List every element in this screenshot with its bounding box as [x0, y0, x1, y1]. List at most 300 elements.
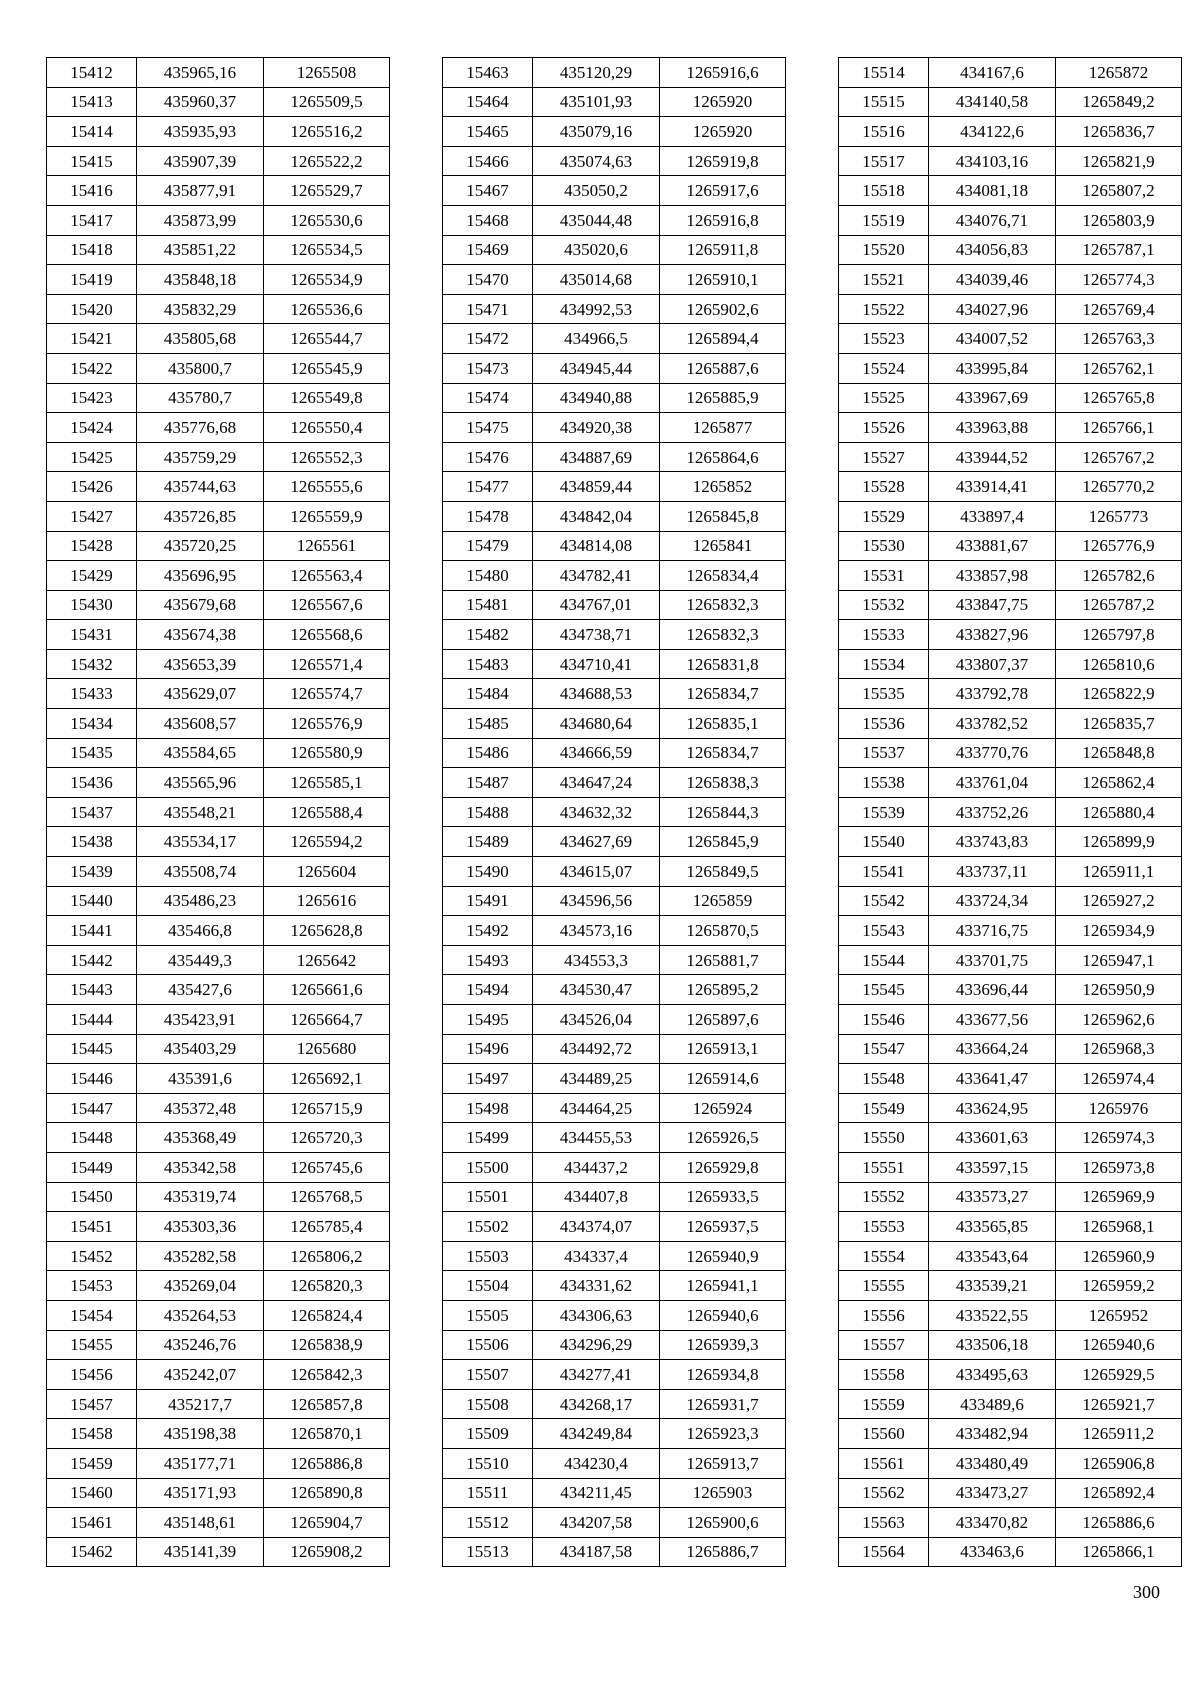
- x-coordinate-cell: 434688,53: [533, 679, 660, 709]
- point-number-cell: 15537: [839, 738, 929, 768]
- y-coordinate-cell: 1265973,8: [1056, 1152, 1182, 1182]
- x-coordinate-cell: 434632,32: [533, 797, 660, 827]
- table-row: [47, 1508, 390, 1538]
- point-number-cell: 15471: [443, 294, 533, 324]
- point-number-cell: 15492: [443, 916, 533, 946]
- point-number-cell: 15485: [443, 709, 533, 739]
- x-coordinate-cell: 434249,84: [533, 1419, 660, 1449]
- table-row: [47, 1093, 390, 1123]
- x-coordinate-cell: 435800,7: [137, 353, 264, 383]
- table-row: [839, 709, 1182, 739]
- y-coordinate-cell: 1265835,7: [1056, 709, 1182, 739]
- y-coordinate-cell: 1265574,7: [264, 679, 390, 709]
- table-row: [47, 265, 390, 295]
- point-number-cell: 15436: [47, 768, 137, 798]
- table-row: [443, 1093, 786, 1123]
- point-number-cell: 15558: [839, 1360, 929, 1390]
- y-coordinate-cell: 1265974,3: [1056, 1123, 1182, 1153]
- x-coordinate-cell: 435246,76: [137, 1330, 264, 1360]
- point-number-cell: 15480: [443, 561, 533, 591]
- table-row: [47, 1478, 390, 1508]
- point-number-cell: 15553: [839, 1212, 929, 1242]
- point-number-cell: 15539: [839, 797, 929, 827]
- table-row: [443, 975, 786, 1005]
- y-coordinate-cell: 1265950,9: [1056, 975, 1182, 1005]
- x-coordinate-cell: 433522,55: [929, 1300, 1056, 1330]
- point-number-cell: 15481: [443, 590, 533, 620]
- table-row: [47, 146, 390, 176]
- y-coordinate-cell: 1265947,1: [1056, 945, 1182, 975]
- table-row: [443, 442, 786, 472]
- point-number-cell: 15547: [839, 1034, 929, 1064]
- x-coordinate-cell: 434207,58: [533, 1508, 660, 1538]
- point-number-cell: 15519: [839, 205, 929, 235]
- y-coordinate-cell: 1265859: [660, 886, 786, 916]
- x-coordinate-cell: 433506,18: [929, 1330, 1056, 1360]
- x-coordinate-cell: 434647,24: [533, 768, 660, 798]
- y-coordinate-cell: 1265923,3: [660, 1419, 786, 1449]
- x-coordinate-cell: 435449,3: [137, 945, 264, 975]
- point-number-cell: 15557: [839, 1330, 929, 1360]
- point-number-cell: 15520: [839, 235, 929, 265]
- table-row: [443, 1478, 786, 1508]
- table-row: [443, 827, 786, 857]
- y-coordinate-cell: 1265530,6: [264, 205, 390, 235]
- y-coordinate-cell: 1265563,4: [264, 561, 390, 591]
- x-coordinate-cell: 435198,38: [137, 1419, 264, 1449]
- x-coordinate-cell: 435101,93: [533, 87, 660, 117]
- point-number-cell: 15439: [47, 857, 137, 887]
- x-coordinate-cell: 434859,44: [533, 472, 660, 502]
- table-row: [839, 1448, 1182, 1478]
- y-coordinate-cell: 1265832,3: [660, 590, 786, 620]
- x-coordinate-cell: 433737,11: [929, 857, 1056, 887]
- x-coordinate-cell: 435120,29: [533, 58, 660, 88]
- y-coordinate-cell: 1265767,2: [1056, 442, 1182, 472]
- table-row: [47, 1152, 390, 1182]
- table-row: [839, 1478, 1182, 1508]
- table-row: [839, 857, 1182, 887]
- table-row: [443, 235, 786, 265]
- y-coordinate-cell: 1265870,1: [264, 1419, 390, 1449]
- y-coordinate-cell: 1265841: [660, 531, 786, 561]
- table-row: [443, 146, 786, 176]
- x-coordinate-cell: 434337,4: [533, 1241, 660, 1271]
- table-row: [47, 1212, 390, 1242]
- y-coordinate-cell: 1265806,2: [264, 1241, 390, 1271]
- table-row: [839, 1271, 1182, 1301]
- x-coordinate-cell: 435020,6: [533, 235, 660, 265]
- y-coordinate-cell: 1265885,9: [660, 383, 786, 413]
- table-row: [47, 709, 390, 739]
- point-number-cell: 15531: [839, 561, 929, 591]
- point-number-cell: 15487: [443, 768, 533, 798]
- y-coordinate-cell: 1265934,9: [1056, 916, 1182, 946]
- point-number-cell: 15534: [839, 649, 929, 679]
- table-row: [839, 501, 1182, 531]
- point-number-cell: 15472: [443, 324, 533, 354]
- y-coordinate-cell: 1265929,8: [660, 1152, 786, 1182]
- y-coordinate-cell: 1265810,6: [1056, 649, 1182, 679]
- table-row: [839, 975, 1182, 1005]
- y-coordinate-cell: 1265834,4: [660, 561, 786, 591]
- point-number-cell: 15474: [443, 383, 533, 413]
- table-row: [839, 1093, 1182, 1123]
- y-coordinate-cell: 1265782,6: [1056, 561, 1182, 591]
- x-coordinate-cell: 435960,37: [137, 87, 264, 117]
- table-row: [47, 1064, 390, 1094]
- y-coordinate-cell: 1265545,9: [264, 353, 390, 383]
- x-coordinate-cell: 435368,49: [137, 1123, 264, 1153]
- table-row: [839, 590, 1182, 620]
- y-coordinate-cell: 1265576,9: [264, 709, 390, 739]
- point-number-cell: 15482: [443, 620, 533, 650]
- y-coordinate-cell: 1265910,1: [660, 265, 786, 295]
- y-coordinate-cell: 1265881,7: [660, 945, 786, 975]
- table-row: [47, 1241, 390, 1271]
- point-number-cell: 15429: [47, 561, 137, 591]
- table-row: [839, 945, 1182, 975]
- x-coordinate-cell: 435873,99: [137, 205, 264, 235]
- x-coordinate-cell: 434887,69: [533, 442, 660, 472]
- x-coordinate-cell: 434945,44: [533, 353, 660, 383]
- table-row: [47, 797, 390, 827]
- table-row: [839, 679, 1182, 709]
- table-row: [47, 679, 390, 709]
- y-coordinate-cell: 1265769,4: [1056, 294, 1182, 324]
- point-number-cell: 15412: [47, 58, 137, 88]
- x-coordinate-cell: 435780,7: [137, 383, 264, 413]
- table-row: [443, 857, 786, 887]
- x-coordinate-cell: 433624,95: [929, 1093, 1056, 1123]
- y-coordinate-cell: 1265555,6: [264, 472, 390, 502]
- point-number-cell: 15460: [47, 1478, 137, 1508]
- y-coordinate-cell: 1265561: [264, 531, 390, 561]
- y-coordinate-cell: 1265762,1: [1056, 353, 1182, 383]
- table-row: [839, 146, 1182, 176]
- point-number-cell: 15413: [47, 87, 137, 117]
- table-row: [47, 472, 390, 502]
- x-coordinate-cell: 435548,21: [137, 797, 264, 827]
- x-coordinate-cell: 434007,52: [929, 324, 1056, 354]
- x-coordinate-cell: 435674,38: [137, 620, 264, 650]
- point-number-cell: 15435: [47, 738, 137, 768]
- x-coordinate-cell: 433881,67: [929, 531, 1056, 561]
- table-row: [839, 324, 1182, 354]
- y-coordinate-cell: 1265900,6: [660, 1508, 786, 1538]
- table-row: [839, 294, 1182, 324]
- point-number-cell: 15459: [47, 1448, 137, 1478]
- table-row: [839, 353, 1182, 383]
- x-coordinate-cell: 433539,21: [929, 1271, 1056, 1301]
- point-number-cell: 15468: [443, 205, 533, 235]
- table-row: [839, 1034, 1182, 1064]
- y-coordinate-cell: 1265913,1: [660, 1034, 786, 1064]
- point-number-cell: 15428: [47, 531, 137, 561]
- table-row: [839, 1182, 1182, 1212]
- y-coordinate-cell: 1265773: [1056, 501, 1182, 531]
- table-row: [443, 383, 786, 413]
- table-row: [47, 620, 390, 650]
- x-coordinate-cell: 433944,52: [929, 442, 1056, 472]
- point-number-cell: 15521: [839, 265, 929, 295]
- y-coordinate-cell: 1265911,2: [1056, 1419, 1182, 1449]
- point-number-cell: 15430: [47, 590, 137, 620]
- x-coordinate-cell: 433463,6: [929, 1537, 1056, 1567]
- x-coordinate-cell: 435584,65: [137, 738, 264, 768]
- y-coordinate-cell: 1265821,9: [1056, 146, 1182, 176]
- table-row: [839, 1300, 1182, 1330]
- point-number-cell: 15528: [839, 472, 929, 502]
- point-number-cell: 15509: [443, 1419, 533, 1449]
- x-coordinate-cell: 434782,41: [533, 561, 660, 591]
- y-coordinate-cell: 1265768,5: [264, 1182, 390, 1212]
- table-row: [47, 176, 390, 206]
- point-number-cell: 15434: [47, 709, 137, 739]
- table-row: [839, 383, 1182, 413]
- table-row: [839, 738, 1182, 768]
- point-number-cell: 15441: [47, 916, 137, 946]
- y-coordinate-cell: 1265849,5: [660, 857, 786, 887]
- point-number-cell: 15538: [839, 768, 929, 798]
- y-coordinate-cell: 1265916,6: [660, 58, 786, 88]
- table-row: [443, 1300, 786, 1330]
- table-row: [443, 87, 786, 117]
- y-coordinate-cell: 1265929,5: [1056, 1360, 1182, 1390]
- table-row: [443, 738, 786, 768]
- y-coordinate-cell: 1265899,9: [1056, 827, 1182, 857]
- table-row: [443, 531, 786, 561]
- table-row: [839, 1508, 1182, 1538]
- table-row: [839, 1241, 1182, 1271]
- table-row: [443, 649, 786, 679]
- y-coordinate-cell: 1265824,4: [264, 1300, 390, 1330]
- x-coordinate-cell: 435629,07: [137, 679, 264, 709]
- x-coordinate-cell: 434277,41: [533, 1360, 660, 1390]
- y-coordinate-cell: 1265952: [1056, 1300, 1182, 1330]
- point-number-cell: 15427: [47, 501, 137, 531]
- x-coordinate-cell: 435014,68: [533, 265, 660, 295]
- x-coordinate-cell: 434814,08: [533, 531, 660, 561]
- y-coordinate-cell: 1265834,7: [660, 738, 786, 768]
- point-number-cell: 15452: [47, 1241, 137, 1271]
- x-coordinate-cell: 434056,83: [929, 235, 1056, 265]
- y-coordinate-cell: 1265934,8: [660, 1360, 786, 1390]
- table-row: [47, 205, 390, 235]
- table-row: [839, 561, 1182, 591]
- x-coordinate-cell: 433847,75: [929, 590, 1056, 620]
- point-number-cell: 15415: [47, 146, 137, 176]
- y-coordinate-cell: 1265834,7: [660, 679, 786, 709]
- x-coordinate-cell: 435171,93: [137, 1478, 264, 1508]
- y-coordinate-cell: 1265914,6: [660, 1064, 786, 1094]
- x-coordinate-cell: 435177,71: [137, 1448, 264, 1478]
- y-coordinate-cell: 1265894,4: [660, 324, 786, 354]
- table-row: [443, 1241, 786, 1271]
- y-coordinate-cell: 1265844,3: [660, 797, 786, 827]
- x-coordinate-cell: 435242,07: [137, 1360, 264, 1390]
- point-number-cell: 15440: [47, 886, 137, 916]
- table-row: [47, 1005, 390, 1035]
- point-number-cell: 15523: [839, 324, 929, 354]
- y-coordinate-cell: 1265766,1: [1056, 413, 1182, 443]
- y-coordinate-cell: 1265870,5: [660, 916, 786, 946]
- table-row: [443, 265, 786, 295]
- y-coordinate-cell: 1265897,6: [660, 1005, 786, 1035]
- point-number-cell: 15466: [443, 146, 533, 176]
- x-coordinate-cell: 434596,56: [533, 886, 660, 916]
- point-number-cell: 15461: [47, 1508, 137, 1538]
- y-coordinate-cell: 1265877: [660, 413, 786, 443]
- table-row: [443, 1508, 786, 1538]
- point-number-cell: 15453: [47, 1271, 137, 1301]
- x-coordinate-cell: 433827,96: [929, 620, 1056, 650]
- x-coordinate-cell: 434039,46: [929, 265, 1056, 295]
- table-row: [443, 117, 786, 147]
- table-row: [443, 1448, 786, 1478]
- x-coordinate-cell: 434489,25: [533, 1064, 660, 1094]
- table-row: [839, 1330, 1182, 1360]
- point-number-cell: 15515: [839, 87, 929, 117]
- table-row: [47, 1389, 390, 1419]
- y-coordinate-cell: 1265692,1: [264, 1064, 390, 1094]
- table-row: [47, 353, 390, 383]
- table-row: [839, 1123, 1182, 1153]
- x-coordinate-cell: 434966,5: [533, 324, 660, 354]
- table-row: [47, 58, 390, 88]
- x-coordinate-cell: 433641,47: [929, 1064, 1056, 1094]
- y-coordinate-cell: 1265604: [264, 857, 390, 887]
- point-number-cell: 15559: [839, 1389, 929, 1419]
- point-number-cell: 15463: [443, 58, 533, 88]
- y-coordinate-cell: 1265835,1: [660, 709, 786, 739]
- table-row: [443, 1182, 786, 1212]
- point-number-cell: 15510: [443, 1448, 533, 1478]
- point-number-cell: 15507: [443, 1360, 533, 1390]
- table-row: [443, 176, 786, 206]
- x-coordinate-cell: 434374,07: [533, 1212, 660, 1242]
- table-row: [443, 561, 786, 591]
- x-coordinate-cell: 433696,44: [929, 975, 1056, 1005]
- x-coordinate-cell: 433724,34: [929, 886, 1056, 916]
- y-coordinate-cell: 1265917,6: [660, 176, 786, 206]
- table-row: [443, 353, 786, 383]
- point-number-cell: 15546: [839, 1005, 929, 1035]
- x-coordinate-cell: 434992,53: [533, 294, 660, 324]
- y-coordinate-cell: 1265842,3: [264, 1360, 390, 1390]
- y-coordinate-cell: 1265787,2: [1056, 590, 1182, 620]
- coordinate-tables: [46, 57, 1166, 1567]
- table-row: [443, 1271, 786, 1301]
- point-number-cell: 15457: [47, 1389, 137, 1419]
- table-row: [47, 383, 390, 413]
- x-coordinate-cell: 433897,4: [929, 501, 1056, 531]
- y-coordinate-cell: 1265937,5: [660, 1212, 786, 1242]
- table-row: [839, 1360, 1182, 1390]
- y-coordinate-cell: 1265585,1: [264, 768, 390, 798]
- y-coordinate-cell: 1265797,8: [1056, 620, 1182, 650]
- point-number-cell: 15501: [443, 1182, 533, 1212]
- table-row: [839, 797, 1182, 827]
- table-row: [47, 649, 390, 679]
- point-number-cell: 15508: [443, 1389, 533, 1419]
- table-row: [47, 1271, 390, 1301]
- x-coordinate-cell: 435044,48: [533, 205, 660, 235]
- y-coordinate-cell: 1265857,8: [264, 1389, 390, 1419]
- y-coordinate-cell: 1265921,7: [1056, 1389, 1182, 1419]
- point-number-cell: 15438: [47, 827, 137, 857]
- y-coordinate-cell: 1265939,3: [660, 1330, 786, 1360]
- x-coordinate-cell: 435851,22: [137, 235, 264, 265]
- point-number-cell: 15493: [443, 945, 533, 975]
- x-coordinate-cell: 433664,24: [929, 1034, 1056, 1064]
- table-row: [47, 1182, 390, 1212]
- point-number-cell: 15544: [839, 945, 929, 975]
- point-number-cell: 15500: [443, 1152, 533, 1182]
- table-row: [443, 1064, 786, 1094]
- point-number-cell: 15511: [443, 1478, 533, 1508]
- y-coordinate-cell: 1265838,9: [264, 1330, 390, 1360]
- x-coordinate-cell: 434211,45: [533, 1478, 660, 1508]
- point-number-cell: 15504: [443, 1271, 533, 1301]
- y-coordinate-cell: 1265642: [264, 945, 390, 975]
- table-row: [47, 738, 390, 768]
- x-coordinate-cell: 434573,16: [533, 916, 660, 946]
- x-coordinate-cell: 435877,91: [137, 176, 264, 206]
- y-coordinate-cell: 1265940,9: [660, 1241, 786, 1271]
- y-coordinate-cell: 1265571,4: [264, 649, 390, 679]
- y-coordinate-cell: 1265803,9: [1056, 205, 1182, 235]
- y-coordinate-cell: 1265534,5: [264, 235, 390, 265]
- point-number-cell: 15532: [839, 590, 929, 620]
- x-coordinate-cell: 434680,64: [533, 709, 660, 739]
- x-coordinate-cell: 435423,91: [137, 1005, 264, 1035]
- point-number-cell: 15499: [443, 1123, 533, 1153]
- x-coordinate-cell: 435303,36: [137, 1212, 264, 1242]
- table-row: [443, 1419, 786, 1449]
- x-coordinate-cell: 435965,16: [137, 58, 264, 88]
- y-coordinate-cell: 1265959,2: [1056, 1271, 1182, 1301]
- x-coordinate-cell: 434187,58: [533, 1537, 660, 1567]
- point-number-cell: 15455: [47, 1330, 137, 1360]
- x-coordinate-cell: 433807,37: [929, 649, 1056, 679]
- point-number-cell: 15540: [839, 827, 929, 857]
- x-coordinate-cell: 434553,3: [533, 945, 660, 975]
- table-row: [47, 916, 390, 946]
- table-row: [47, 1419, 390, 1449]
- point-number-cell: 15419: [47, 265, 137, 295]
- y-coordinate-cell: 1265962,6: [1056, 1005, 1182, 1035]
- table-row: [443, 1389, 786, 1419]
- x-coordinate-cell: 435608,57: [137, 709, 264, 739]
- y-coordinate-cell: 1265941,1: [660, 1271, 786, 1301]
- x-coordinate-cell: 435466,8: [137, 916, 264, 946]
- y-coordinate-cell: 1265906,8: [1056, 1448, 1182, 1478]
- point-number-cell: 15522: [839, 294, 929, 324]
- y-coordinate-cell: 1265872: [1056, 58, 1182, 88]
- x-coordinate-cell: 434526,04: [533, 1005, 660, 1035]
- table-row: [443, 1152, 786, 1182]
- table-row: [839, 1005, 1182, 1035]
- table-row: [839, 827, 1182, 857]
- x-coordinate-cell: 434767,01: [533, 590, 660, 620]
- x-coordinate-cell: 434492,72: [533, 1034, 660, 1064]
- x-coordinate-cell: 435264,53: [137, 1300, 264, 1330]
- coordinate-table-2: [442, 57, 786, 1567]
- point-number-cell: 15458: [47, 1419, 137, 1449]
- table-row: [443, 472, 786, 502]
- y-coordinate-cell: 1265913,7: [660, 1448, 786, 1478]
